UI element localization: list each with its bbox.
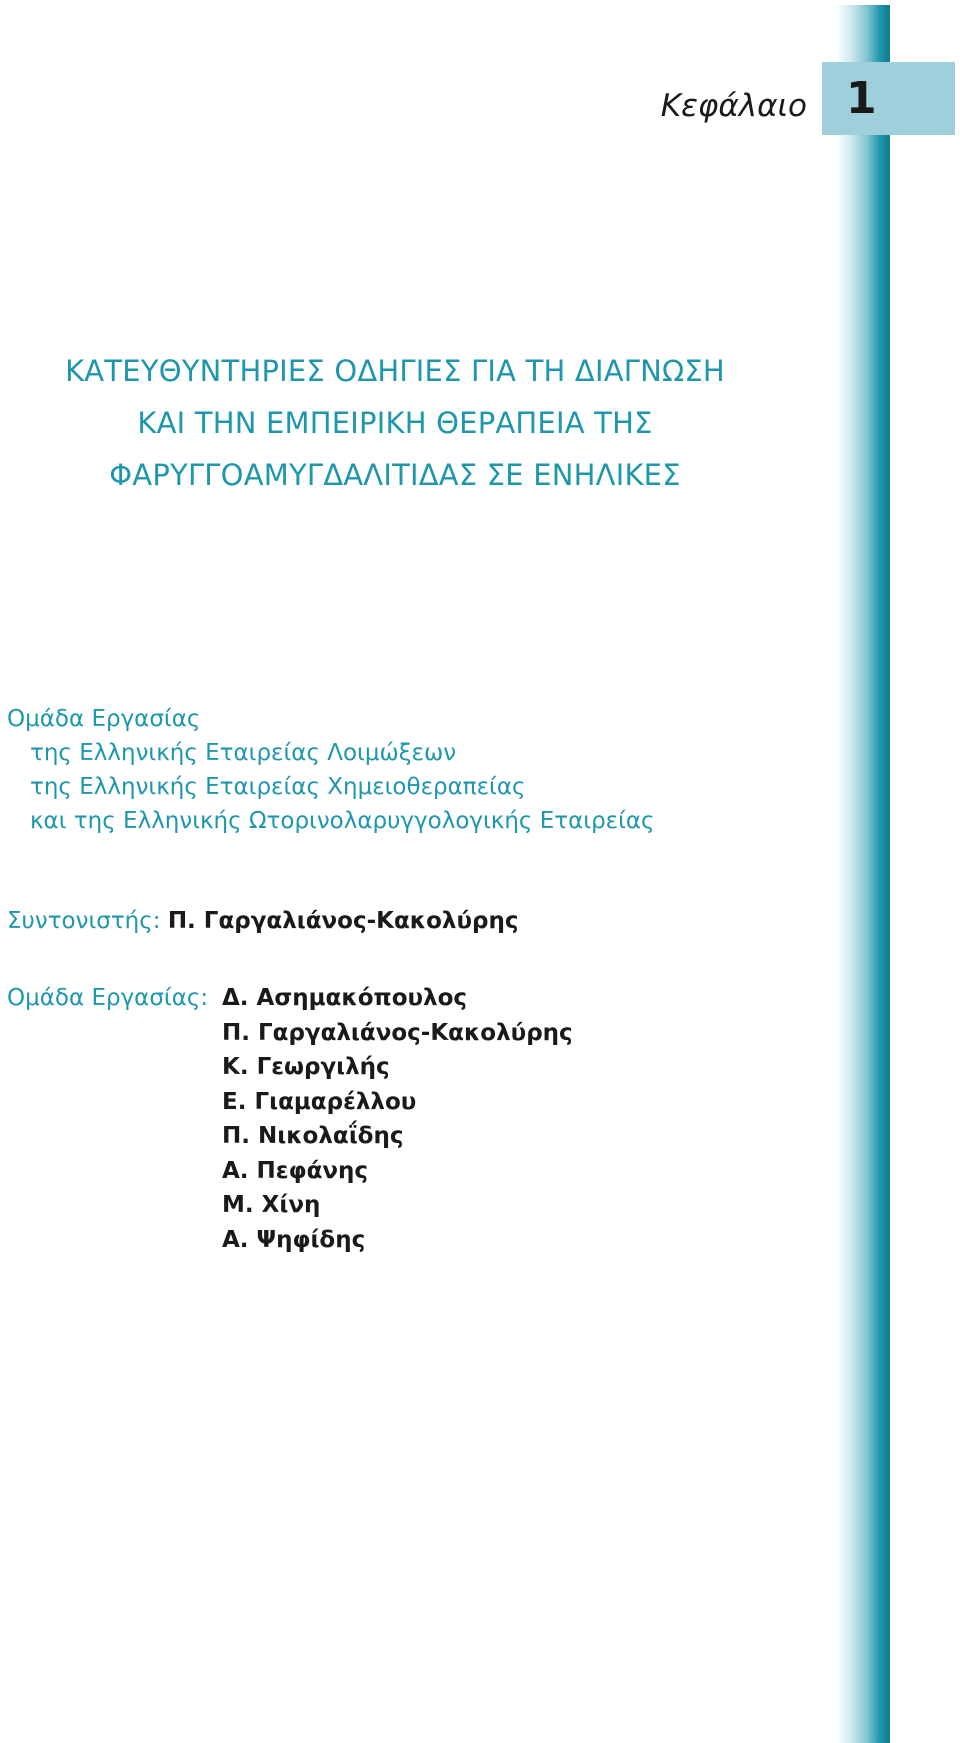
working-group-affiliation — [7, 702, 655, 838]
chapter-title — [0, 345, 790, 501]
team-member: Π. Νικολαΐδης — [222, 1123, 404, 1149]
working-group-heading: Ομάδα Εργασίας — [7, 706, 201, 732]
coordinator-name: Π. Γαργαλιάνος-Κακολύρης — [167, 908, 519, 934]
working-group-society: της Ελληνικής Εταιρείας Λοιμώξεων — [30, 740, 457, 766]
team-member: Α. Ψηφίδης — [222, 1226, 366, 1253]
decorative-side-bar — [836, 5, 887, 1743]
coordinator-label: Συντονιστής: — [7, 908, 161, 934]
chapter-number: 1 — [846, 73, 877, 124]
team-member: Ε. Γιαμαρέλλου — [222, 1088, 417, 1115]
chapter-title-line: ΚΑΤΕΥΘΥΝΤΗΡΙΕΣ ΟΔΗΓΙΕΣ ΓΙΑ ΤΗ ΔΙΑΓΝΩΣΗ — [65, 354, 725, 388]
chapter-number-box — [822, 62, 955, 135]
working-group-society: της Ελληνικής Εταιρείας Χημειοθεραπείας — [30, 774, 526, 800]
team-member: Π. Γαργαλιάνος-Κακολύρης — [222, 1019, 573, 1046]
working-group-society: και της Ελληνικής Ωτορινολαρυγγολογικής Εταιρείας — [30, 808, 655, 834]
decorative-side-bar-edge — [887, 5, 890, 1743]
coordinator-line — [7, 904, 518, 938]
chapter-title-line: ΦΑΡΥΓΓΟΑΜΥΓΔΑΛΙΤΙΔΑΣ ΣΕ ΕΝΗΛΙΚΕΣ — [109, 458, 681, 492]
chapter-label: Κεφάλαιο — [660, 88, 807, 124]
team-member: Κ. Γεωργιλής — [222, 1054, 390, 1080]
team-label: Ομάδα Εργασίας: — [7, 985, 209, 1011]
team-member: Μ. Χίνη — [222, 1192, 321, 1218]
team-member: Δ. Ασημακόπουλος — [222, 985, 468, 1011]
chapter-title-line: ΚΑΙ ΤΗΝ ΕΜΠΕΙΡΙΚΗ ΘΕΡΑΠΕΙΑ ΤΗΣ — [137, 406, 653, 440]
team-member-list — [222, 981, 573, 1257]
team-member: Α. Πεφάνης — [222, 1157, 369, 1184]
